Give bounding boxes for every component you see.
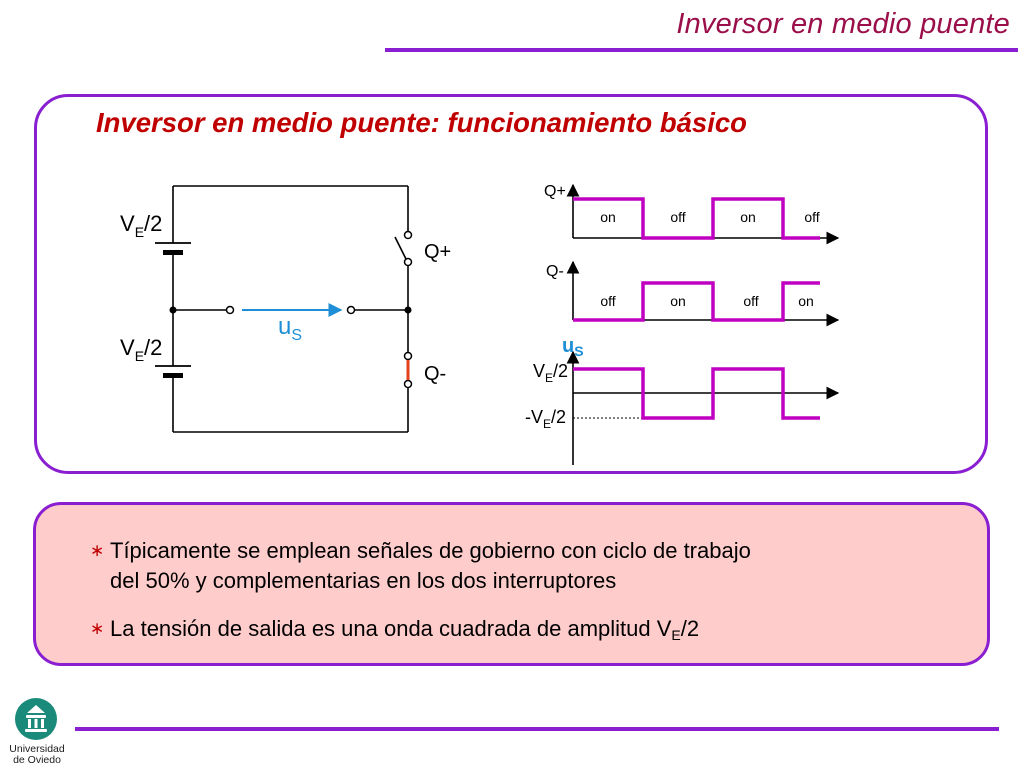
university-name-line: Universidad [9,743,65,755]
bullet-text: La tensión de salida es una onda cuadrada de amplitud V [110,616,672,641]
output-terminal [348,307,355,314]
upper-switch-label: Q+ [424,241,452,263]
bullet-mark: ∗ [90,619,105,638]
upper-source-label: $V_E/2$ [120,211,163,240]
junction-dot [405,307,412,314]
output-voltage-label: $u_S$ [278,313,303,344]
q-plus-state-3: on [740,209,756,225]
lower-battery-symbol [155,366,191,378]
q-plus-state-2: off [670,209,686,225]
q-minus-state-2: on [670,293,686,309]
q-minus-state-3: off [743,293,759,309]
university-name [4,744,70,766]
lower-source-label: $V_E/2$ [120,335,163,364]
q-minus-axes [573,262,838,320]
junction-dot [170,307,177,314]
bullet-item-duty-cycle [90,536,751,596]
q-plus-state-1: on [600,209,616,225]
bullet-text-tail: /2 [680,616,700,641]
q-minus-state-1: off [600,293,616,309]
q-plus-axis-label: Q+ [544,183,566,200]
negative-level-label: $-V_E/2$ [525,407,567,431]
diagram-heading: Inversor en medio puente: funcionamiento básico [96,107,747,138]
q-plus-state-4: off [804,209,820,225]
upper-battery-symbol [155,243,191,255]
bullet-text-line: Típicamente se emplean señales de gobierno con ciclo de trabajo [110,538,751,563]
bullet-item-output-voltage [90,614,700,650]
output-axis-label: $u_S$ [562,335,584,359]
bullet-text-line: del 50% y complementarias en los dos interruptores [110,568,617,593]
bottom-rule [75,727,999,731]
slide-title: Inversor en medio puente [676,8,1010,40]
q-minus-state-4: on [798,293,814,309]
bullet-subscript: E [671,627,681,643]
positive-level-label: $V_E/2$ [533,361,569,385]
bullet-mark: ∗ [90,541,105,560]
lower-switch-q-minus [405,353,412,388]
lower-switch-label: Q- [424,363,447,385]
university-logo-icon [14,697,58,741]
output-terminal [227,307,234,314]
university-name-line: de Oviedo [13,754,61,766]
upper-switch-q-plus [395,232,412,266]
q-minus-axis-label: Q- [546,263,564,280]
